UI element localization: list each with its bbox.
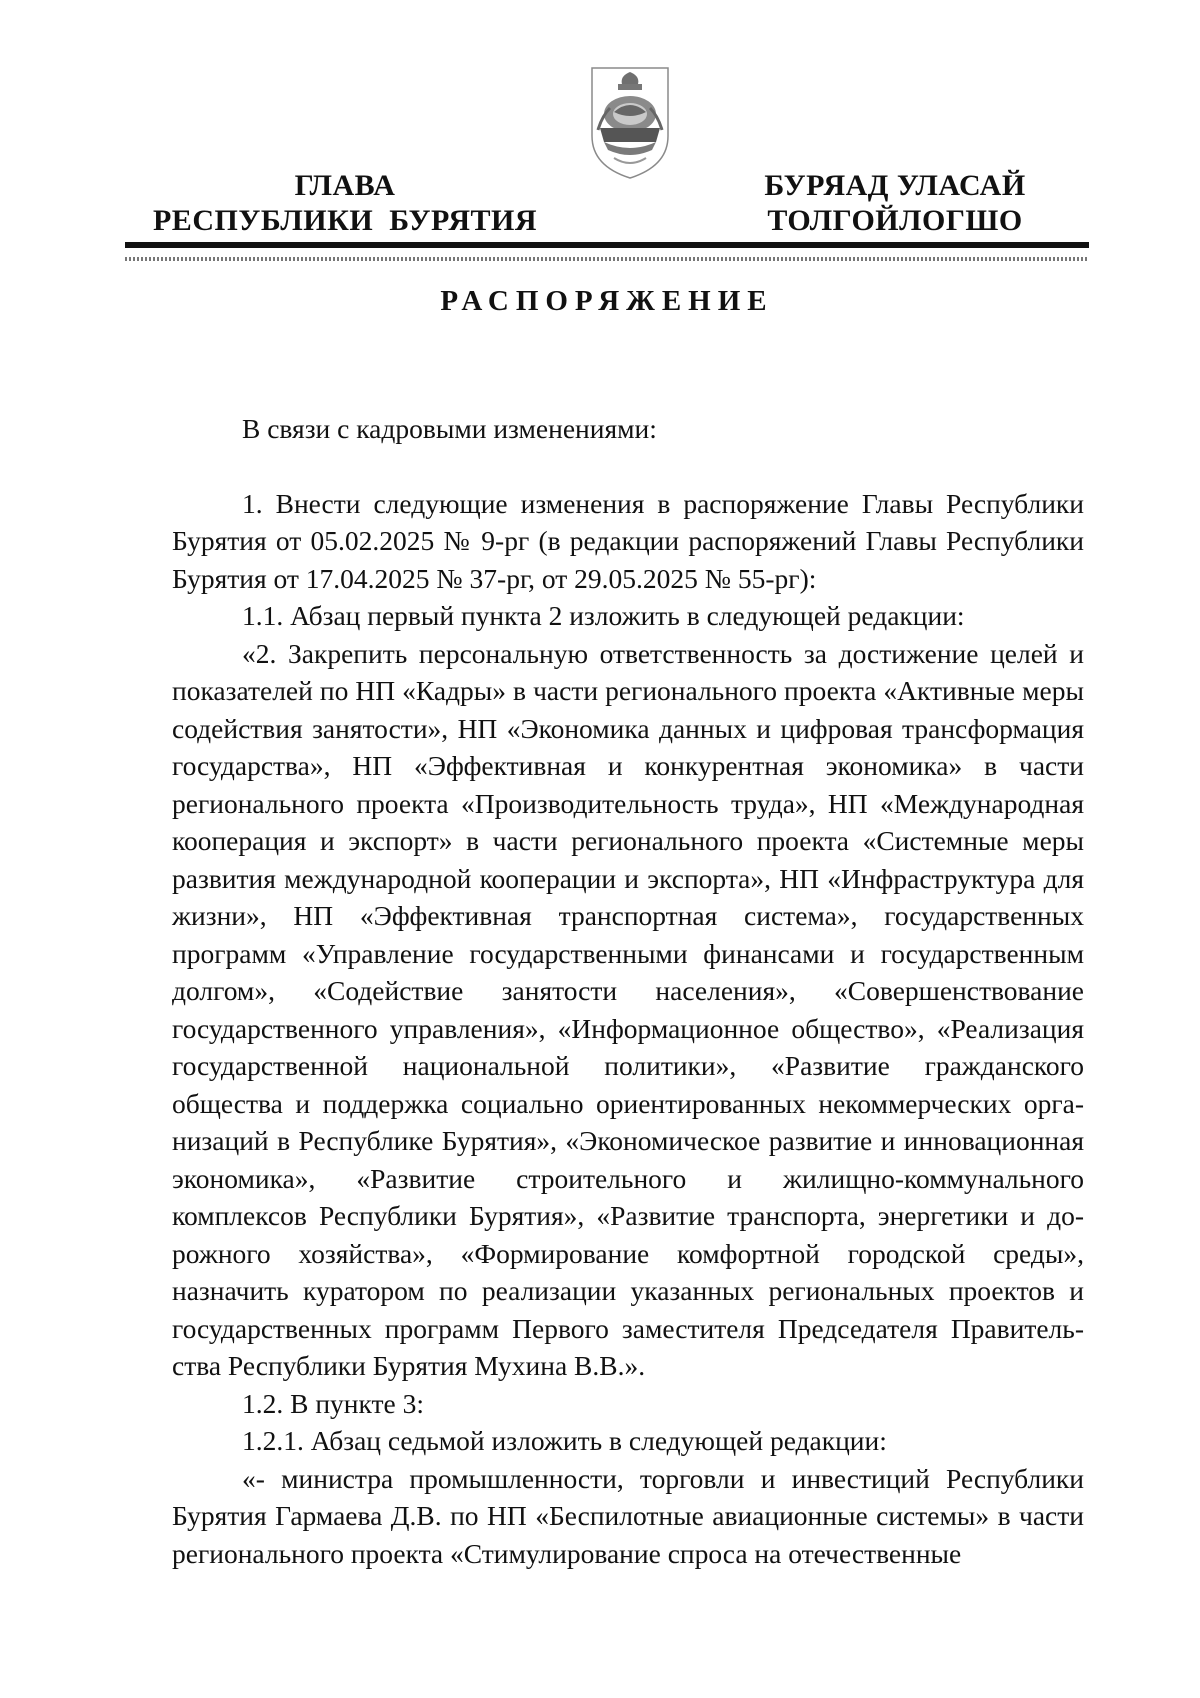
header-left-title	[150, 168, 540, 238]
paragraph-item-2-quote: «2. Закрепить персональную ответственность за достижение целей и показателей по НП «Кадры» в части регионального проекта «Активные меры содействия занятости», НП «Экономика данных и цифровая трансформация государства», НП «Эффективная и конкурентная экономика» в части регионального проекта «Производительность труда», НП «Международная кооперация и экспорт» в части регионального проекта «Системные меры развития международной кооперации и экспорта», НП «Инфраструктура для жизни», НП «Эффективная транспортная система», государственных программ «Управление государственными финансами и государственным долгом», «Содействие занятости населения», «Совершенствование государственного управления», «Информационное общество», «Реализация государственной национальной политики», «Развитие гражданского общества и поддержка социально ориентированных некоммерческих организаций в Республике Бурятия», «Экономическое развитие и инновационная экономика», «Развитие строительного и жилищно-коммунального комплексов Республики Бурятия», «Развитие транспорта, энергетики и дорожного хозяйства», «Формирование комфортной городской среды», назначить куратором по реализации указанных региональных проектов и государственных программ Первого заместителя Председателя Правительства Республики Бурятия Мухина В.В.».	[172, 637, 1084, 1381]
paragraph-item-1: 1. Внести следующие изменения в распоряжение Главы Республики Бурятия от 05.02.2025 № 9-рг (в редакции распоряжений Главы Республики Бурятия от 17.04.2025 № 37-рг, от 29.05.2025 № 55-рг):	[172, 487, 1084, 594]
document-body	[172, 410, 1084, 1572]
header-right-line-2: ТОЛГОЙЛОГШО	[767, 204, 1023, 237]
header-left-line-1: ГЛАВА	[294, 169, 396, 202]
paragraph-item-1-1: 1.1. Абзац первый пункта 2 изложить в следующей редакции:	[242, 600, 965, 631]
paragraph-preamble: В связи с кадровыми изменениями:	[242, 413, 657, 444]
header-right-line-1: БУРЯАД УЛАСАЙ	[764, 169, 1026, 202]
document-title: РАСПОРЯЖЕНИЕ	[440, 285, 774, 317]
header-divider-thick	[125, 242, 1089, 248]
paragraph-minister-quote: «- министра промышленности, торговли и инвестиций Республики Бурятия Гармаева Д.В. по НП «Беспилотные авиационные системы» в части регионального проекта «Стимулирование спроса на отечественные	[172, 1462, 1084, 1569]
header-divider-thin	[125, 257, 1089, 261]
header-left-line-2: РЕСПУБЛИКИ БУРЯТИЯ	[152, 204, 538, 237]
header-right-title	[730, 168, 1060, 238]
paragraph-item-1-2: 1.2. В пункте 3:	[242, 1387, 425, 1419]
coat-of-arms-icon	[584, 58, 676, 182]
paragraph-item-1-2-1: 1.2.1. Абзац седьмой изложить в следующей редакции:	[242, 1425, 887, 1456]
